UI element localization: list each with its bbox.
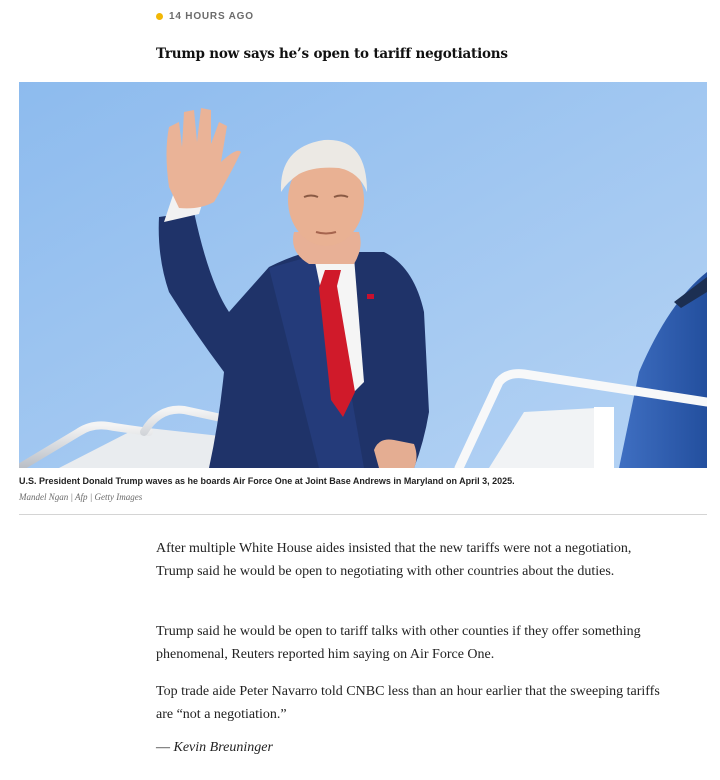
post-headline[interactable]: Trump now says he’s open to tariff negotiations <box>156 46 508 62</box>
body-paragraph: After multiple White House aides insisted that the new tariffs were not a negotiation, Trump said he would be open to negotiating with other countries about the duties. <box>156 541 632 579</box>
byline <box>156 740 273 756</box>
byline-author[interactable]: Kevin Breuninger <box>173 740 273 755</box>
live-dot-icon <box>156 13 163 20</box>
photo-credit: Mandel Ngan | Afp | Getty Images <box>19 492 143 502</box>
post-timestamp: 14 HOURS AGO <box>169 10 254 22</box>
body-paragraph: Trump said he would be open to tariff talks with other counties if they offer something phenomenal, Reuters reported him saying on Air Force One. <box>156 624 641 662</box>
article-photo <box>19 82 707 468</box>
post-timestamp-row <box>156 10 254 22</box>
photo-caption: U.S. President Donald Trump waves as he boards Air Force One at Joint Base Andrews in Maryland on April 3, 2025. <box>19 476 515 486</box>
divider <box>19 514 707 515</box>
body-paragraph: Top trade aide Peter Navarro told CNBC less than an hour earlier that the sweeping tariffs are “not a negotiation.” <box>156 684 660 722</box>
byline-dash: — <box>156 740 174 755</box>
